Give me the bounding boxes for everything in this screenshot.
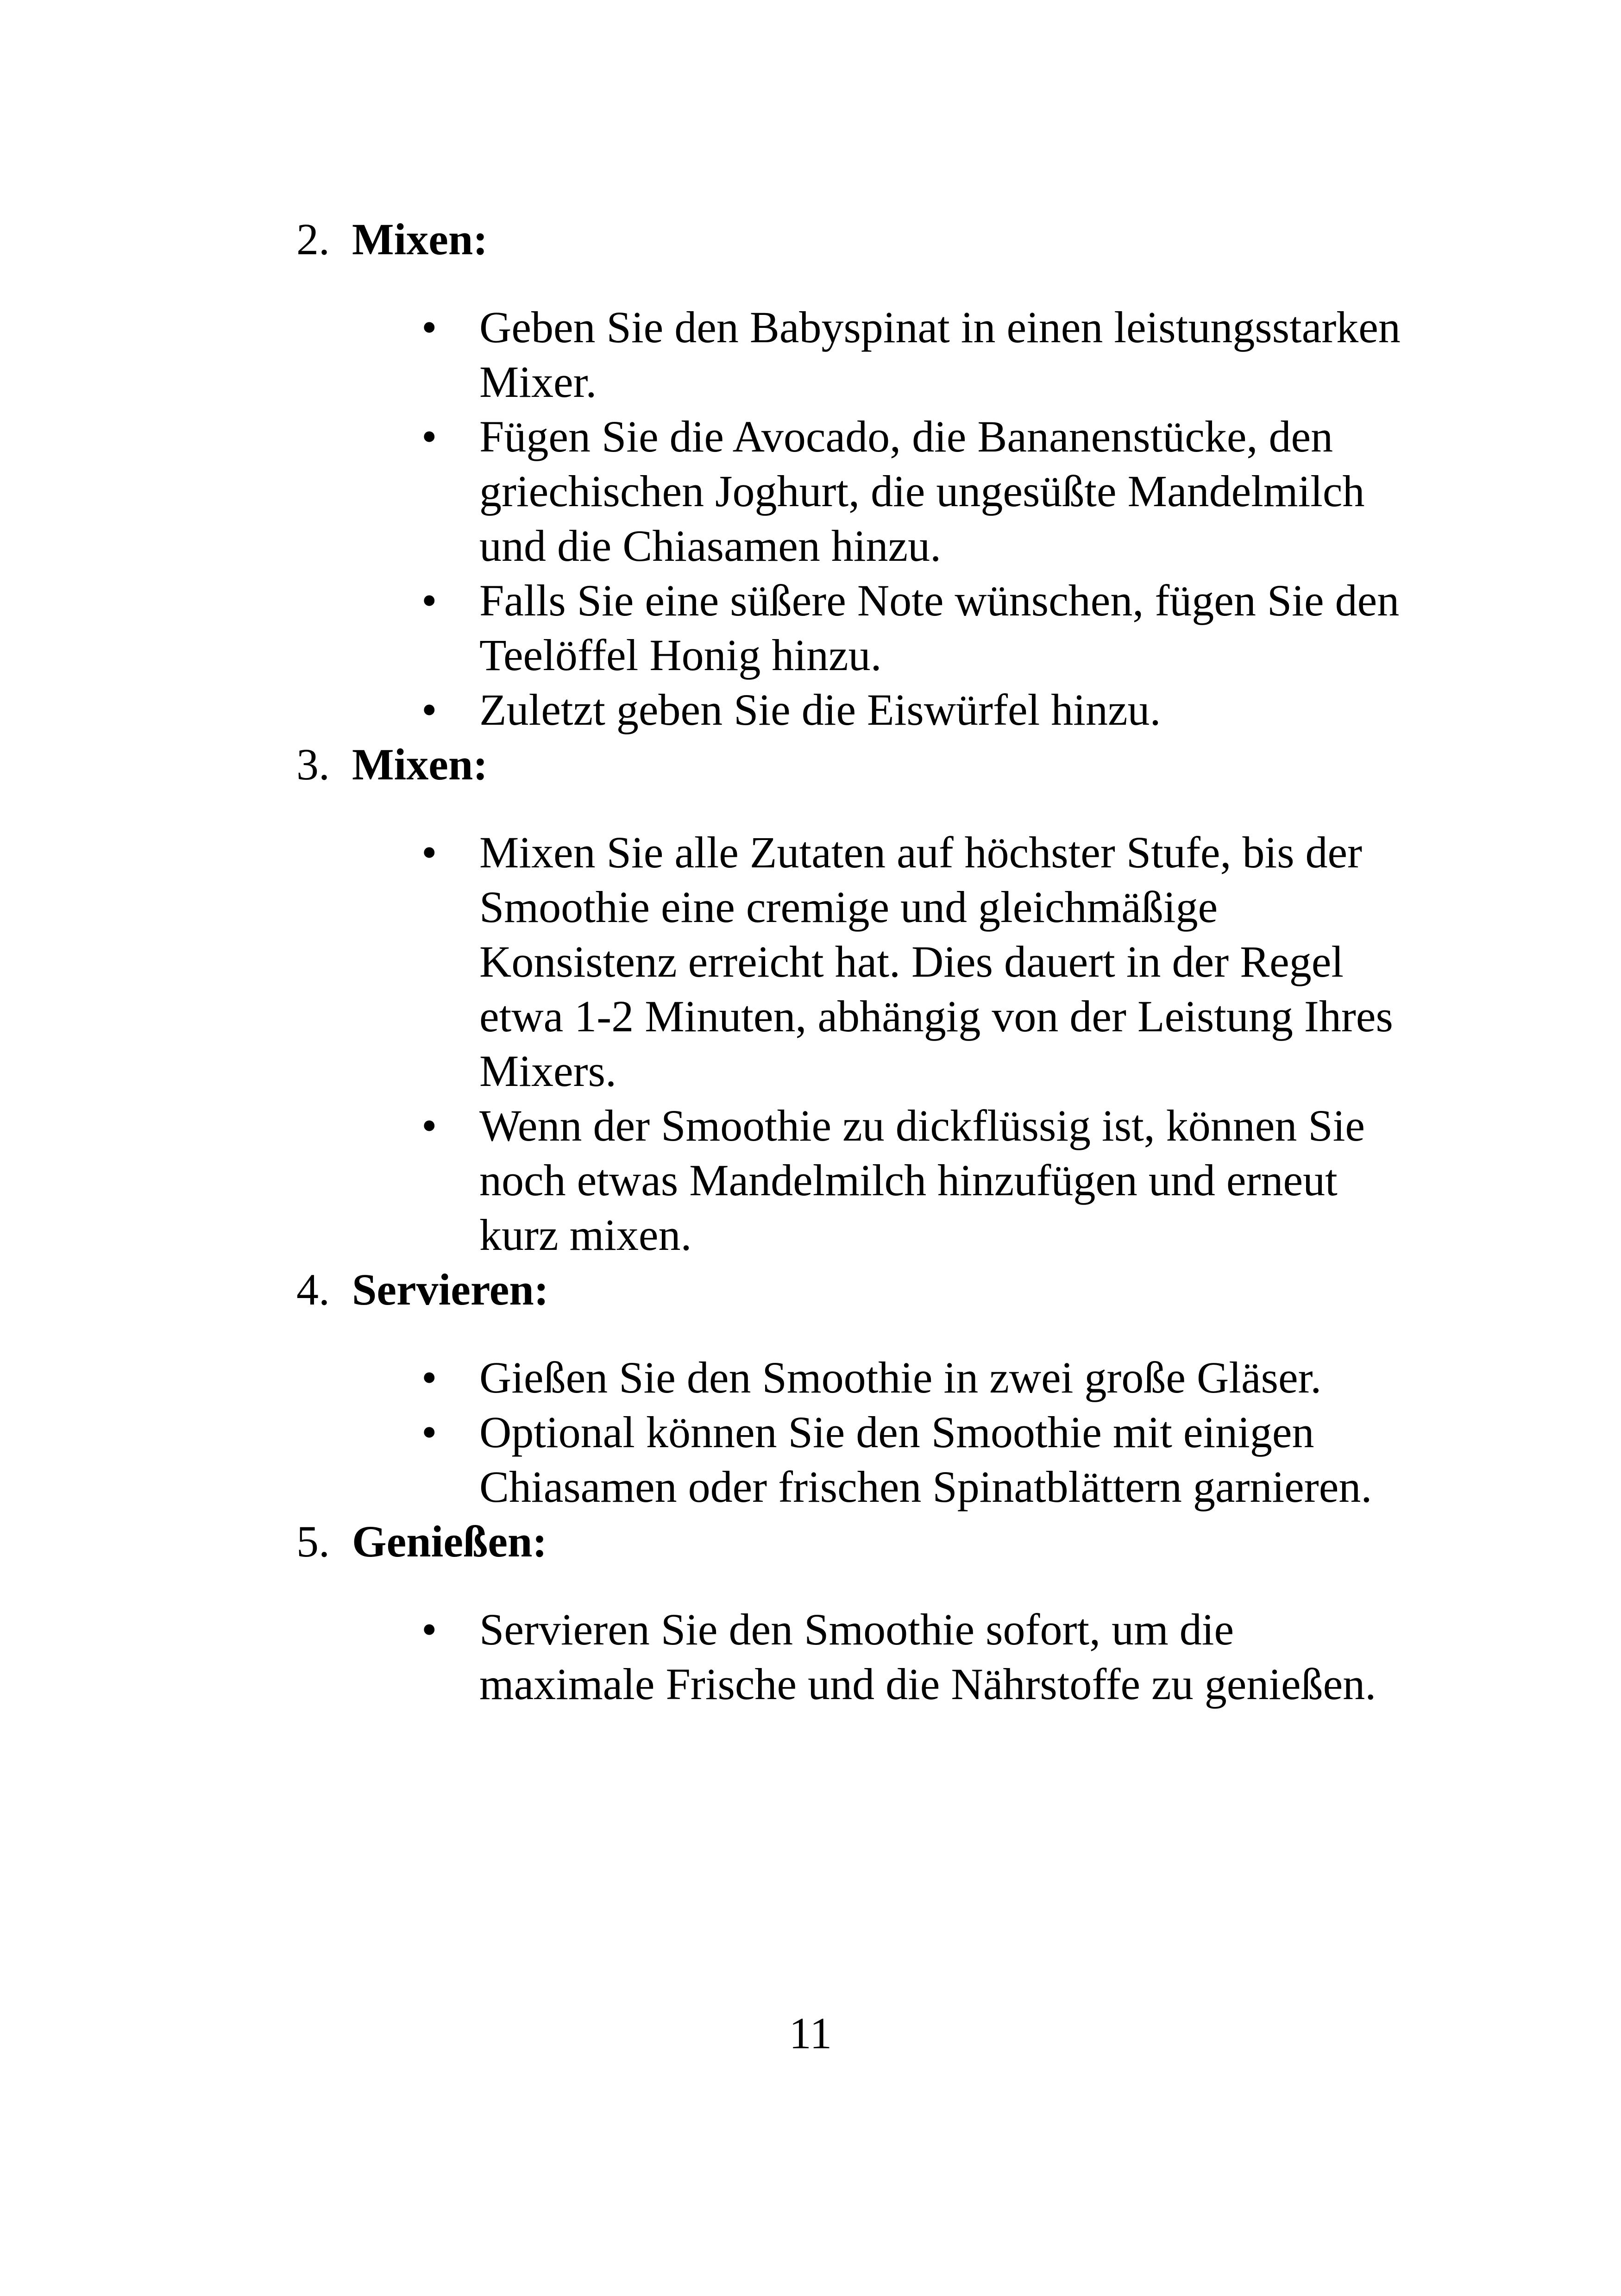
list-item <box>421 300 1408 409</box>
list-item-text: Wenn der Smoothie zu dickflüssig ist, können Sie noch etwas Mandelmilch hinzufügen und erneut kurz mixen. <box>479 1101 1365 1260</box>
step-heading <box>296 1514 1408 1569</box>
step-title: Mixen: <box>352 740 488 789</box>
step-number: 2. <box>296 214 330 264</box>
list-item <box>421 409 1408 573</box>
recipe-steps <box>296 212 1408 1712</box>
list-item-text: Gießen Sie den Smoothie in zwei große Gläser. <box>479 1353 1322 1402</box>
list-item-text: Falls Sie eine süßere Note wünschen, fügen Sie den Teelöffel Honig hinzu. <box>479 576 1400 680</box>
list-item-text: Servieren Sie den Smoothie sofort, um die maximale Frische und die Nährstoffe zu genießen. <box>479 1605 1376 1709</box>
step-number: 5. <box>296 1517 330 1566</box>
bullet-icon: • <box>421 828 437 877</box>
bullet-icon: • <box>421 1407 437 1457</box>
list-item <box>421 1405 1408 1514</box>
step-number: 3. <box>296 740 330 789</box>
bullet-icon: • <box>421 1101 437 1150</box>
list-item <box>421 1602 1408 1712</box>
page-number: 11 <box>789 2008 832 2058</box>
list-item-text: Fügen Sie die Avocado, die Bananenstücke, den griechischen Joghurt, die ungesüßte Mandelmilch und die Chiasamen hinzu. <box>479 412 1365 571</box>
step-title: Genießen: <box>352 1517 547 1566</box>
step-2 <box>296 212 1408 737</box>
step-title: Servieren: <box>352 1265 549 1314</box>
list-item <box>421 825 1408 1098</box>
bullet-icon: • <box>421 576 437 625</box>
list-item <box>421 573 1408 683</box>
bullet-list <box>296 1350 1408 1514</box>
list-item <box>421 1350 1408 1405</box>
bullet-icon: • <box>421 1353 437 1402</box>
step-3 <box>296 737 1408 1262</box>
list-item-text: Optional können Sie den Smoothie mit einigen Chiasamen oder frischen Spinatblättern garnieren. <box>479 1407 1372 1512</box>
step-4 <box>296 1262 1408 1514</box>
bullet-list <box>296 1602 1408 1712</box>
step-heading <box>296 737 1408 792</box>
step-heading <box>296 1262 1408 1317</box>
step-title: Mixen: <box>352 214 488 264</box>
step-heading <box>296 212 1408 267</box>
list-item <box>421 683 1408 737</box>
bullet-icon: • <box>421 412 437 461</box>
bullet-list <box>296 825 1408 1262</box>
list-item-text: Mixen Sie alle Zutaten auf höchster Stufe, bis der Smoothie eine cremige und gleichmäßige Konsistenz erreicht hat. Dies dauert in der Regel etwa 1-2 Minuten, abhängig von der Leistung Ihres Mixers. <box>479 828 1393 1096</box>
list-item <box>421 1098 1408 1262</box>
step-number: 4. <box>296 1265 330 1314</box>
bullet-list <box>296 300 1408 737</box>
bullet-icon: • <box>421 685 437 734</box>
list-item-text: Zuletzt geben Sie die Eiswürfel hinzu. <box>479 685 1161 734</box>
list-item-text: Geben Sie den Babyspinat in einen leistungsstarken Mixer. <box>479 302 1401 407</box>
bullet-icon: • <box>421 302 437 352</box>
step-5 <box>296 1514 1408 1712</box>
bullet-icon: • <box>421 1605 437 1654</box>
